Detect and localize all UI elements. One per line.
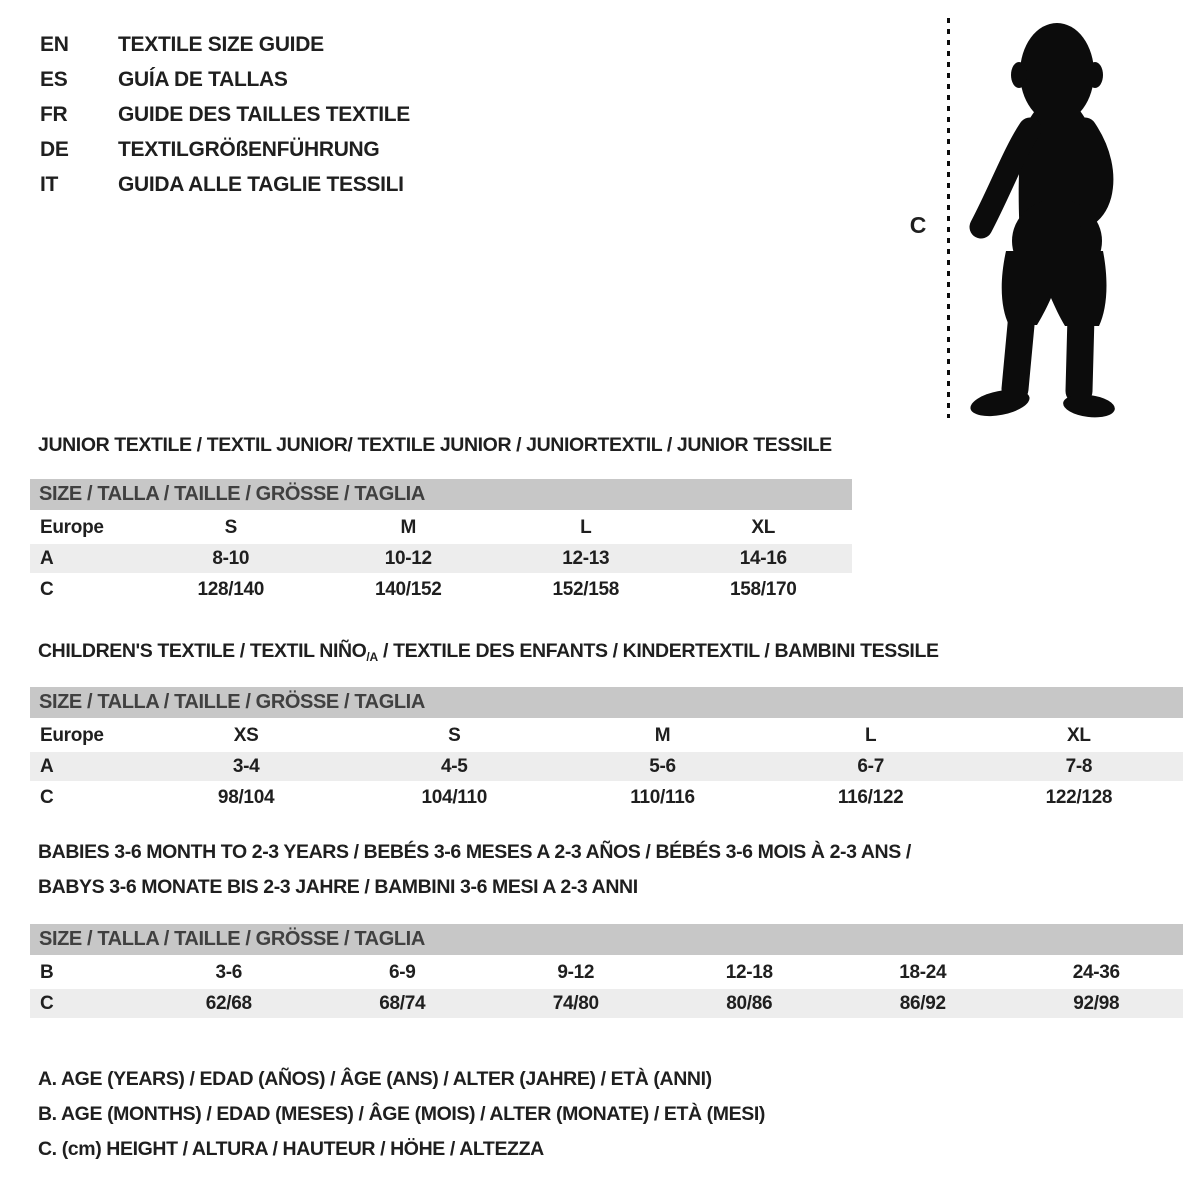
table-row-height-cm — [30, 575, 852, 606]
cell: 18-24 — [899, 961, 947, 983]
language-title: TEXTILE SIZE GUIDE — [118, 32, 324, 56]
cell: 110/116 — [630, 786, 695, 808]
language-row — [40, 132, 410, 167]
cell: 152/158 — [552, 578, 620, 600]
row-label: C — [40, 786, 54, 808]
legend-line-b: B. AGE (MONTHS) / EDAD (MESES) / ÂGE (MOIS) / ALTER (MONATE) / ETÀ (MESI) — [38, 1103, 765, 1125]
junior-size-table — [30, 479, 852, 606]
language-title-list — [40, 27, 410, 202]
children-section-title — [38, 640, 939, 664]
row-label: Europe — [40, 724, 104, 746]
cell: 116/122 — [837, 786, 904, 808]
children-title-subscript: /A — [366, 650, 379, 664]
language-code: DE — [40, 137, 69, 161]
language-code: ES — [40, 67, 68, 91]
language-row — [40, 97, 410, 132]
cell: 128/140 — [197, 578, 265, 600]
cell: L — [865, 724, 877, 746]
junior-section-title: JUNIOR TEXTILE / TEXTIL JUNIOR/ TEXTILE JUNIOR / JUNIORTEXTIL / JUNIOR TESSILE — [38, 434, 832, 456]
cell: 8-10 — [212, 547, 250, 569]
language-title: TEXTILGRÖßENFÜHRUNG — [118, 137, 380, 161]
measurement-legend — [38, 1062, 765, 1167]
cell: 3-4 — [232, 755, 260, 777]
cell: 86/92 — [899, 992, 946, 1014]
row-label: B — [40, 961, 54, 983]
cell: 80/86 — [726, 992, 773, 1014]
cell: XS — [233, 724, 259, 746]
table-row-age-years — [30, 544, 852, 575]
language-row — [40, 27, 410, 62]
cell: 12-18 — [725, 961, 773, 983]
table-row-height-cm — [30, 783, 1183, 814]
cell: 74/80 — [552, 992, 599, 1014]
language-code: EN — [40, 32, 69, 56]
language-row — [40, 62, 410, 97]
legend-line-c: C. (cm) HEIGHT / ALTURA / HAUTEUR / HÖHE / ALTEZZA — [38, 1138, 544, 1160]
children-table-header-bar: SIZE / TALLA / TAILLE / GRÖSSE / TAGLIA — [30, 687, 1183, 718]
cell: 6-7 — [857, 755, 884, 777]
height-measure-label: C — [909, 212, 927, 238]
language-code: FR — [40, 102, 68, 126]
table-row-europe — [30, 513, 852, 544]
language-title: GUÍA DE TALLAS — [118, 67, 288, 91]
language-title: GUIDA ALLE TAGLIE TESSILI — [118, 172, 404, 196]
language-title: GUIDE DES TAILLES TEXTILE — [118, 102, 410, 126]
table-row-age-months — [30, 958, 1183, 989]
cell: 158/170 — [729, 578, 797, 600]
cell: 92/98 — [1073, 992, 1120, 1014]
cell: S — [224, 516, 237, 538]
babies-size-table — [30, 924, 1183, 1020]
children-title-pre: CHILDREN'S TEXTILE / TEXTIL NIÑO — [38, 640, 367, 662]
row-label: Europe — [40, 516, 104, 538]
cell: 122/128 — [1045, 786, 1113, 808]
cell: 9-12 — [557, 961, 595, 983]
cell: XL — [751, 516, 776, 538]
cell: 14-16 — [739, 547, 787, 569]
cell: 3-6 — [215, 961, 243, 983]
cell: 68/74 — [379, 992, 426, 1014]
cell: 140/152 — [374, 578, 442, 600]
row-label: A — [40, 547, 54, 569]
table-row-height-cm — [30, 989, 1183, 1020]
language-row — [40, 167, 410, 202]
junior-table-header-bar: SIZE / TALLA / TAILLE / GRÖSSE / TAGLIA — [30, 479, 852, 510]
cell: XL — [1067, 724, 1091, 746]
cell: 10-12 — [384, 547, 432, 569]
table-row-age-years — [30, 752, 1183, 783]
cell: 12-13 — [562, 547, 610, 569]
babies-table-rows — [30, 958, 1183, 1020]
row-label: C — [40, 992, 54, 1014]
toddler-silhouette-image — [958, 18, 1142, 418]
row-label: C — [40, 578, 54, 600]
cell: 98/104 — [217, 786, 275, 808]
babies-section-title-line1: BABIES 3-6 MONTH TO 2-3 YEARS / BEBÉS 3-6 MESES A 2-3 AÑOS / BÉBÉS 3-6 MOIS À 2-3 ANS / — [38, 841, 911, 863]
children-table-rows — [30, 721, 1183, 814]
cell: 5-6 — [649, 755, 676, 777]
children-title-post: / TEXTILE DES ENFANTS / KINDERTEXTIL / BAMBINI TESSILE — [378, 640, 939, 662]
cell: L — [580, 516, 592, 538]
children-size-table — [30, 687, 1183, 814]
row-label: A — [40, 755, 54, 777]
height-measure-dashed-line — [947, 18, 950, 418]
cell: 104/110 — [421, 786, 488, 808]
cell: S — [448, 724, 461, 746]
table-row-europe — [30, 721, 1183, 752]
cell: M — [654, 724, 671, 746]
cell: M — [400, 516, 417, 538]
cell: 7-8 — [1065, 755, 1093, 777]
cell: 4-5 — [441, 755, 468, 777]
cell: 6-9 — [388, 961, 416, 983]
junior-table-rows — [30, 513, 852, 606]
language-code: IT — [40, 172, 59, 196]
cell: 24-36 — [1072, 961, 1120, 983]
legend-line-a: A. AGE (YEARS) / EDAD (AÑOS) / ÂGE (ANS) / ALTER (JAHRE) / ETÀ (ANNI) — [38, 1068, 712, 1090]
babies-table-header-bar: SIZE / TALLA / TAILLE / GRÖSSE / TAGLIA — [30, 924, 1183, 955]
cell: 62/68 — [205, 992, 252, 1014]
babies-section-title-line2: BABYS 3-6 MONATE BIS 2-3 JAHRE / BAMBINI 3-6 MESI A 2-3 ANNI — [38, 876, 638, 898]
